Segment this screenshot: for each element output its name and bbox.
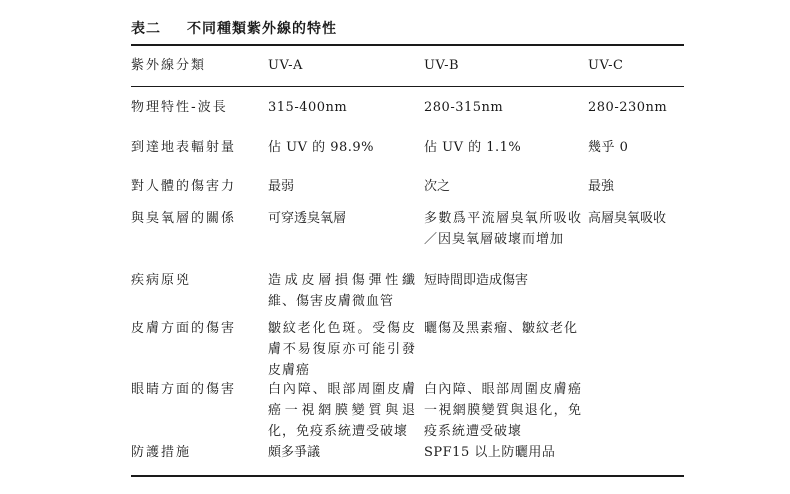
cell-uva-eye: 白內障、眼部周圍皮膚癌一視網膜變質與退化，免疫系統遭受破壞 bbox=[268, 382, 416, 439]
row-label-harm: 對人體的傷害力 bbox=[131, 179, 237, 194]
cell-uvc-wavelength: 280-230nm bbox=[588, 100, 668, 115]
table-title: 不同種類紫外線的特性 bbox=[187, 21, 337, 37]
top-rule bbox=[131, 44, 684, 46]
cell-uvb-radiation: 佔 UV 的 1.1% bbox=[424, 140, 522, 155]
cell-uvb-wavelength: 280-315nm bbox=[424, 100, 504, 115]
row-label-radiation: 到達地表輻射量 bbox=[131, 140, 237, 155]
cell-uvc-harm: 最強 bbox=[588, 179, 615, 194]
table-number: 表二 bbox=[131, 21, 161, 37]
cell-uva-protection: 頗多爭議 bbox=[268, 445, 321, 460]
row-label-disease: 疾病原兇 bbox=[131, 273, 192, 288]
cell-uva-disease: 造成皮層損傷彈性纖維、傷害皮膚微血管 bbox=[268, 273, 416, 309]
cell-uvb-skin: 曬傷及黑素瘤、皺紋老化 bbox=[424, 321, 579, 336]
cell-uva-wavelength: 315-400nm bbox=[268, 100, 348, 115]
cell-uvb-ozone: 多數爲平流層臭氧所吸收／因臭氧層破壞而增加 bbox=[424, 211, 582, 247]
row-label-skin: 皮膚方面的傷害 bbox=[131, 321, 237, 336]
cell-uvb-eye: 白內障、眼部周圍皮膚癌一視網膜變質與退化，免疫系統遭受破壞 bbox=[424, 382, 582, 439]
cell-uvc-radiation: 幾乎 0 bbox=[588, 140, 629, 155]
cell-uvb-disease: 短時間即造成傷害 bbox=[424, 273, 529, 288]
cell-uvc-ozone: 高層臭氧吸收 bbox=[588, 211, 667, 226]
row-label-eye: 眼睛方面的傷害 bbox=[131, 382, 237, 397]
row-label-protection: 防護措施 bbox=[131, 445, 192, 460]
cell-uva-ozone: 可穿透臭氧層 bbox=[268, 211, 347, 226]
row-label-ozone: 與臭氧層的關係 bbox=[131, 211, 237, 226]
table-caption bbox=[131, 18, 337, 38]
bottom-rule bbox=[131, 475, 684, 477]
cell-uva-radiation: 佔 UV 的 98.9% bbox=[268, 140, 375, 155]
cell-uvb-harm: 次之 bbox=[424, 179, 451, 194]
header-uvb: UV-B bbox=[424, 58, 460, 73]
header-label: 紫外線分類 bbox=[131, 58, 207, 73]
header-rule bbox=[131, 86, 684, 87]
header-uva: UV-A bbox=[268, 58, 303, 73]
row-label-wavelength: 物理特性-波長 bbox=[131, 100, 228, 115]
header-uvc: UV-C bbox=[588, 58, 624, 73]
cell-uva-skin: 皺紋老化色斑。受傷皮膚不易復原亦可能引發皮膚癌 bbox=[268, 321, 416, 378]
cell-uva-harm: 最弱 bbox=[268, 179, 295, 194]
cell-uvb-protection: SPF15 以上防曬用品 bbox=[424, 445, 556, 460]
